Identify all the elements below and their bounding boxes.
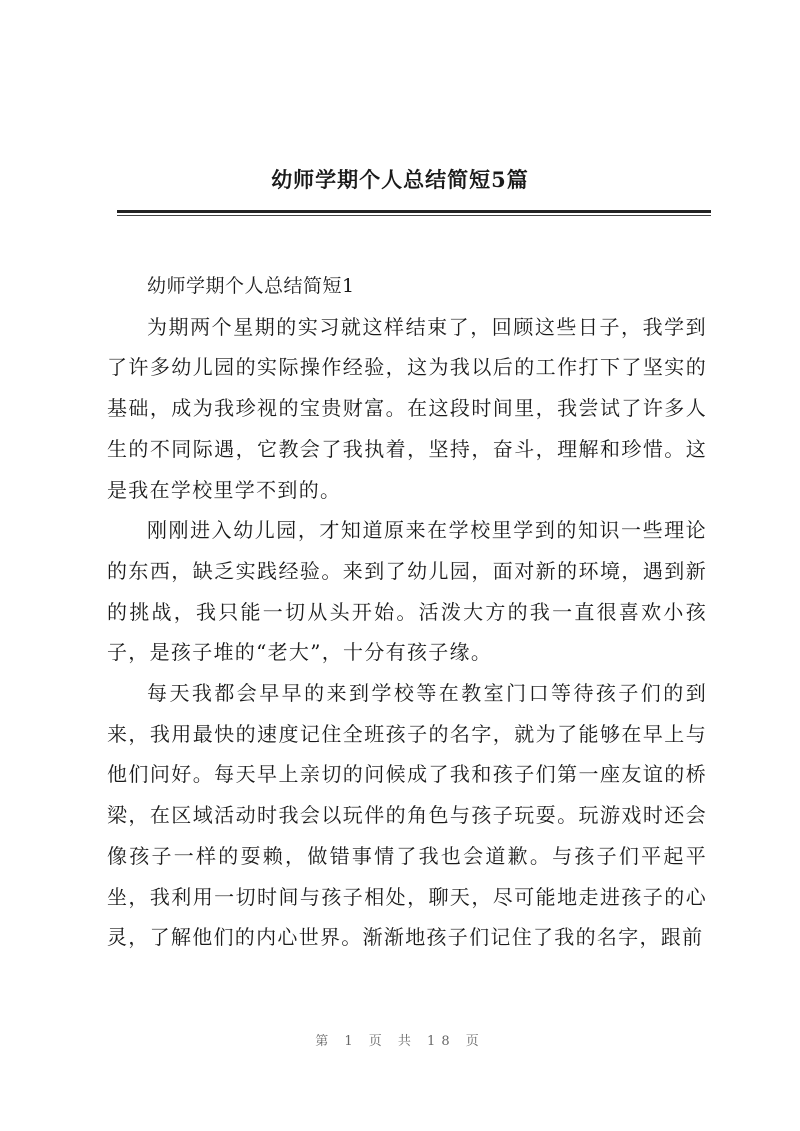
title-underline-thin	[117, 215, 711, 216]
paragraph-2: 刚刚进入幼儿园，才知道原来在学校里学到的知识一些理论的东西，缺乏实践经验。来到了幼儿园，面对新的环境，遇到新的挑战，我只能一切从头开始。活泼大方的我一直很喜欢小孩子，是孩子堆的“老大”，十分有孩子缘。	[107, 518, 707, 665]
document-title: 幼师学期个人总结简短5篇	[271, 167, 529, 192]
page-number-footer: 第 1 页 共 18 页	[315, 1034, 485, 1049]
paragraph-3: 每天我都会早早的来到学校等在教室门口等待孩子们的到来，我用最快的速度记住全班孩子的名字，就为了能够在早上与他们问好。每天早上亲切的问候成了我和孩子们第一座友谊的桥梁，在区域活动时我会以玩伴的角色与孩子玩耍。玩游戏时还会像孩子一样的耍赖，做错事情了我也会道歉。与孩子们平起平坐，我利用一切时间与孩子相处，聊天，尽可能地走进孩子的心灵，了解他们的内心世界。渐渐地孩子们记住了我的名字，跟前	[107, 681, 707, 950]
document-body	[107, 266, 707, 958]
title-underline-thick	[117, 210, 711, 213]
paragraph-1: 为期两个星期的实习就这样结束了，回顾这些日子，我学到了许多幼儿园的实际操作经验，这为我以后的工作打下了坚实的基础，成为我珍视的宝贵财富。在这段时间里，我尝试了许多人生的不同际遇，它教会了我执着，坚持，奋斗，理解和珍惜。这是我在学校里学不到的。	[107, 314, 707, 502]
section-heading: 幼师学期个人总结简短1	[147, 275, 355, 297]
